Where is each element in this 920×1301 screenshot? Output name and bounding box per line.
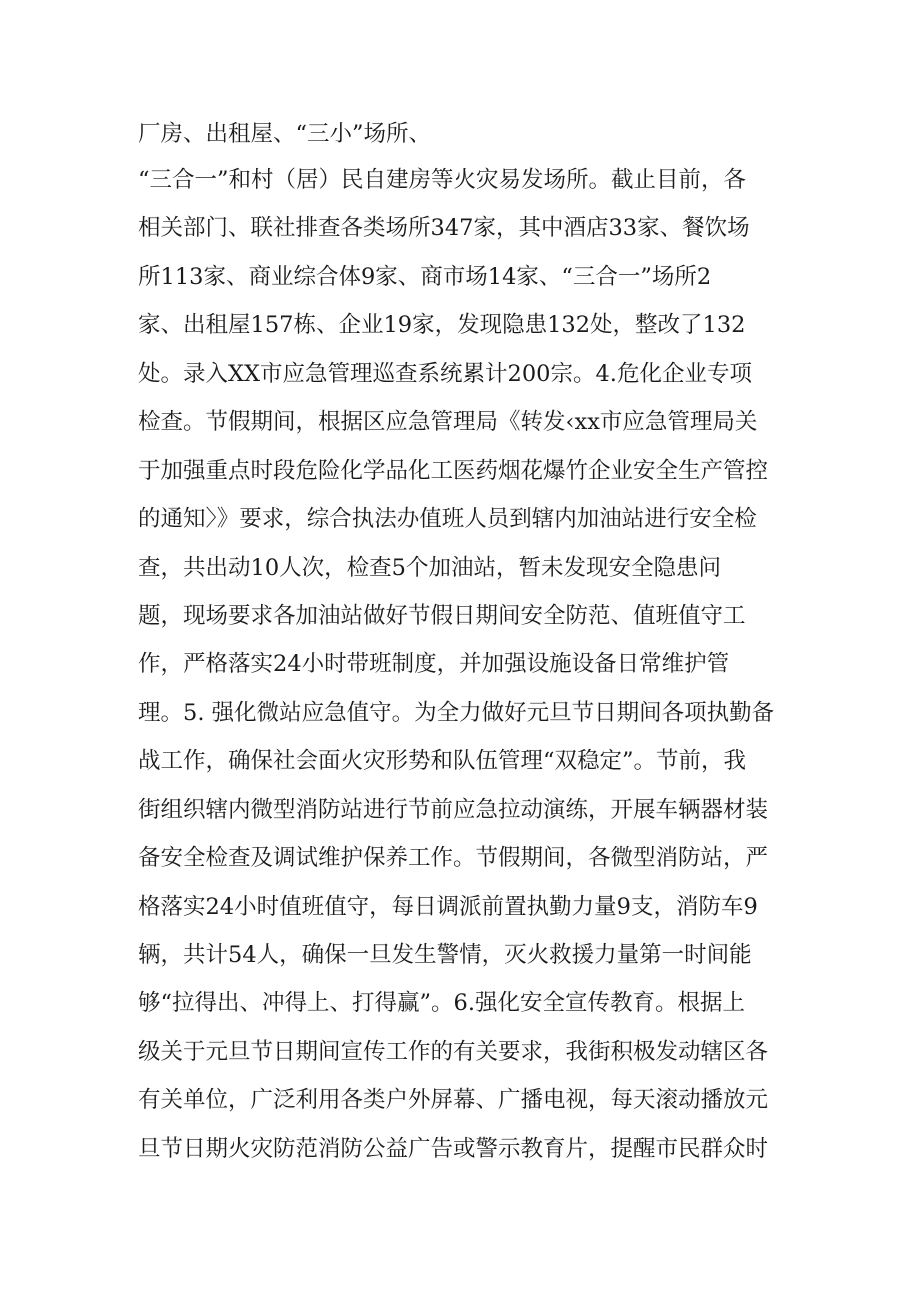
text-line: 相关部门、联社排查各类场所347家，其中酒店33家、餐饮场 <box>138 215 750 242</box>
text-line: 处。录入XX市应急管理巡查系统累计200宗。4.危化企业专项 <box>138 360 752 387</box>
text-line: 备安全检查及调试维护保养工作。节假期间，各微型消防站，严 <box>138 845 769 872</box>
text-line: 理。5. 强化微站应急值守。为全力做好元旦节日期间各项执勤备 <box>138 699 775 726</box>
text-line: 有关单位，广泛利用各类户外屏幕、广播电视，每天滚动播放元 <box>138 1087 769 1114</box>
text-line: 够“拉得出、冲得上、打得赢”。6.强化安全宣传教育。根据上 <box>138 990 745 1017</box>
text-line: 级关于元旦节日期间宣传工作的有关要求，我街积极发动辖区各 <box>138 1038 769 1065</box>
text-line: 题，现场要求各加油站做好节假日期间安全防范、值班值守工 <box>138 602 746 629</box>
text-line: 检查。节假期间，根据区应急管理局《转发‹xx市应急管理局关 <box>138 409 758 436</box>
text-line: 辆，共计54人，确保一旦发生警情，灭火救援力量第一时间能 <box>138 942 752 968</box>
text-line: “三合一”和村（居）民自建房等火灾易发场所。截止目前，各 <box>138 167 747 193</box>
text-line: 于加强重点时段危险化学品化工医药烟花爆竹企业安全生产管控 <box>138 457 769 484</box>
body-text <box>138 112 798 1173</box>
text-line: 街组织辖内微型消防站进行节前应急拉动演练，开展车辆器材装 <box>138 796 769 823</box>
text-line: 所113家、商业综合体9家、商市场14家、“三合一”场所2 <box>138 263 712 290</box>
text-line: 的通知〉》要求，综合执法办值班人员到辖内加油站进行安全检 <box>138 506 757 533</box>
text-line: 旦节日期火灾防范消防公益广告或警示教育片，提醒市民群众时 <box>138 1135 769 1162</box>
text-line: 格落实24小时值班值守，每日调派前置执勤力量9支，消防车9 <box>138 893 758 920</box>
text-line: 战工作，确保社会面火灾形势和队伍管理“双稳定”。节前，我 <box>138 748 747 775</box>
text-line: 厂房、出租屋、“三小”场所、 <box>138 121 432 147</box>
text-line: 作，严格落实24小时带班制度，并加强设施设备日常维护管 <box>138 651 730 678</box>
text-line: 查，共出动10人次，检查5个加油站，暂未发现安全隐患问 <box>138 554 721 581</box>
text-line: 家、出租屋157栋、企业19家，发现隐患132处，整改了132 <box>138 312 746 339</box>
